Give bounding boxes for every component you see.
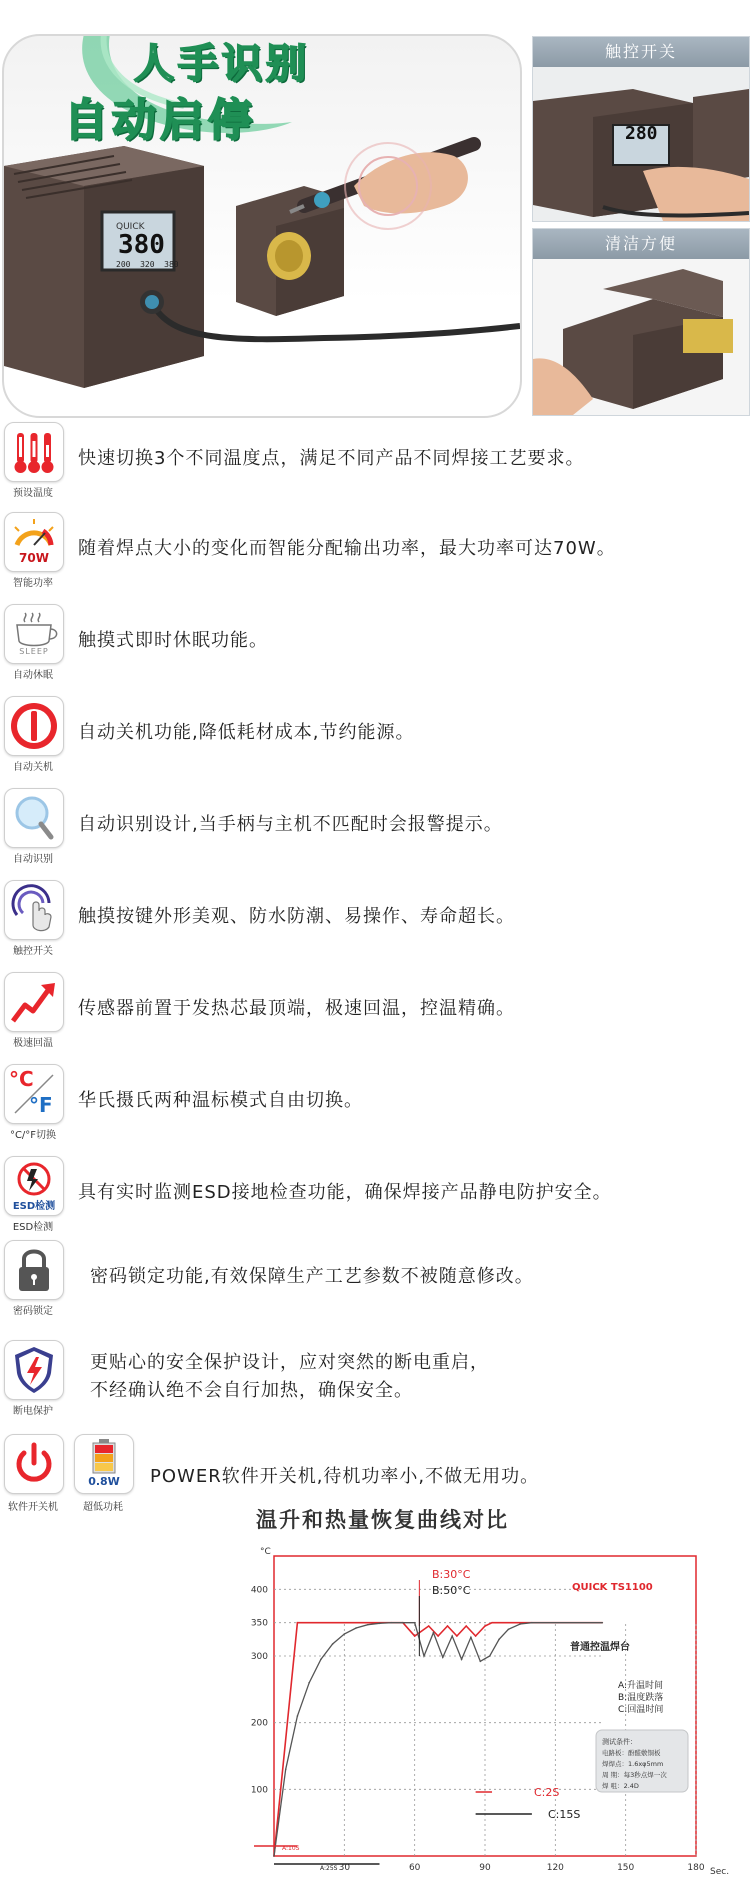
feature-icon-box xyxy=(4,1156,64,1216)
annot-b1: B:30°C xyxy=(432,1568,471,1581)
y-tick-label: 100 xyxy=(250,1785,268,1796)
series-point xyxy=(447,1625,449,1627)
series-point xyxy=(601,1622,603,1624)
feature-text: 触摸式即时休眠功能。 xyxy=(78,630,268,651)
series-point xyxy=(285,1769,287,1771)
legend-a: A:升温时间 xyxy=(618,1681,664,1691)
feature-text: 密码锁定功能,有效保障生产工艺参数不被随意修改。 xyxy=(90,1266,534,1287)
y-tick-label: 400 xyxy=(250,1585,268,1596)
series-point xyxy=(390,1622,392,1624)
test-line2: 焊焊点：1.6xφ5mm xyxy=(602,1760,664,1768)
y-tick-label: 300 xyxy=(250,1652,268,1662)
series-point xyxy=(470,1637,472,1639)
feature-icon-box xyxy=(4,512,64,572)
panel-display: 280 xyxy=(625,123,658,144)
series-point xyxy=(465,1625,467,1627)
feature-label: 自动休眠 xyxy=(13,670,53,681)
panel-touch-switch xyxy=(532,36,750,222)
test-line4: 焊 咀：2.4D xyxy=(602,1782,639,1790)
series-point xyxy=(498,1639,500,1641)
series-point xyxy=(484,1625,486,1627)
series-point xyxy=(414,1622,416,1624)
series-point xyxy=(297,1715,299,1717)
y-axis-unit: °C xyxy=(260,1547,271,1557)
series-point xyxy=(519,1623,521,1625)
series-point xyxy=(414,1635,416,1637)
series-point xyxy=(489,1655,491,1657)
feature-text: 具有实时监测ESD接地检查功能，确保焊接产品静电防护安全。 xyxy=(78,1182,612,1203)
station-display: 380 xyxy=(118,230,165,260)
power-gauge-value: 70W xyxy=(19,551,49,565)
series-point xyxy=(442,1657,444,1659)
celsius-symbol: °C xyxy=(9,1067,34,1091)
feature-label: 预设温度 xyxy=(13,488,53,499)
touch-switch-photo xyxy=(533,67,749,221)
series-point xyxy=(508,1629,510,1631)
series-point xyxy=(491,1622,493,1624)
series-point xyxy=(480,1661,482,1663)
x-tick-label: 60 xyxy=(408,1863,421,1873)
feature-label: °C/°F切换 xyxy=(9,1130,57,1141)
annot-c1: C:2S xyxy=(534,1786,560,1799)
series-label-normal: 普通控温焊台 xyxy=(570,1642,630,1653)
brand-logo: QUICK xyxy=(116,222,145,232)
annot-b2: B:50°C xyxy=(432,1584,471,1597)
feature-icon-box xyxy=(4,696,64,756)
easy-clean-photo xyxy=(533,259,749,415)
feature-icon-box xyxy=(4,422,64,482)
annot-a1: A:10S xyxy=(282,1845,300,1852)
x-tick-label: 30 xyxy=(338,1863,351,1873)
rising-arrow-icon xyxy=(5,973,63,1031)
thermometer-icon xyxy=(5,423,63,481)
x-tick-label: 180 xyxy=(687,1863,705,1873)
recovery-curve-chart xyxy=(230,1540,750,1876)
feature-text: 触摸按键外形美观、防水防潮、易操作、寿命超长。 xyxy=(78,906,515,927)
series-point xyxy=(355,1627,357,1629)
feature-icon-box xyxy=(4,880,64,940)
feature-icon-box xyxy=(4,972,64,1032)
series-label-quick: QUICK TS1100 xyxy=(572,1582,653,1593)
series-point xyxy=(433,1632,435,1634)
feature-label: 自动关机 xyxy=(13,762,53,773)
panel-title: 清洁方便 xyxy=(533,229,749,259)
feature-label: 自动识别 xyxy=(13,854,53,865)
series-point xyxy=(332,1643,334,1645)
soldering-station xyxy=(4,126,520,416)
feature-label: 超低功耗 xyxy=(83,1502,123,1513)
hero-title-line1: 人手识别 xyxy=(134,41,310,87)
feature-text-line2: 不经确认绝不会自行加热，确保安全。 xyxy=(90,1380,413,1401)
y-tick-label: 350 xyxy=(250,1618,268,1629)
feature-text: 自动识别设计,当手柄与主机不匹配时会报警提示。 xyxy=(78,814,503,835)
series-point xyxy=(475,1635,477,1637)
feature-text: 自动关机功能,降低耗材成本,节约能源。 xyxy=(78,722,415,743)
chart-title: 温升和热量恢复曲线对比 xyxy=(256,1508,509,1532)
touch-icon xyxy=(5,881,63,939)
power-off-icon xyxy=(5,697,63,755)
sleep-icon-label: SLEEP xyxy=(19,647,49,656)
series-point xyxy=(402,1622,404,1624)
battery-icon-label: 0.8W xyxy=(88,1475,120,1488)
feature-label: 智能功率 xyxy=(13,578,53,589)
series-point xyxy=(344,1633,346,1635)
series-point xyxy=(423,1655,425,1657)
series-point xyxy=(273,1855,275,1857)
series-point xyxy=(531,1622,533,1624)
feature-text: 随着焊点大小的变化而智能分配输出功率，最大功率可达70W。 xyxy=(78,538,616,559)
feature-text: 华氏摄氏两种温标模式自由切换。 xyxy=(78,1090,363,1111)
series-point xyxy=(379,1623,381,1625)
magnifier-icon xyxy=(5,789,63,847)
panel-title: 触控开关 xyxy=(533,37,749,67)
fahrenheit-symbol: °F xyxy=(29,1093,53,1117)
feature-label: 触控开关 xyxy=(13,946,53,957)
touch-ring-decoration xyxy=(344,142,432,230)
test-line1: 电路板：酚醛敷铜板 xyxy=(602,1749,661,1757)
annot-a2: A:25S xyxy=(320,1865,338,1872)
panel-easy-clean xyxy=(532,228,750,416)
feature-icon-box xyxy=(4,788,64,848)
feature-label: 断电保护 xyxy=(13,1406,53,1417)
feature-icon-box xyxy=(4,604,64,664)
series-point xyxy=(367,1624,369,1626)
series-point xyxy=(428,1625,430,1627)
feature-text: 快速切换3个不同温度点，满足不同产品不同焊接工艺要求。 xyxy=(78,448,585,469)
test-line3: 周 期：每3秒点焊一次 xyxy=(602,1771,667,1779)
feature-icon-box xyxy=(4,1240,64,1300)
legend-c: C:回温时间 xyxy=(618,1705,664,1715)
feature-icon-box xyxy=(4,1434,64,1494)
feature-label: 极速回温 xyxy=(13,1038,53,1049)
y-tick-label: 200 xyxy=(250,1718,268,1729)
test-title: 测试条件： xyxy=(602,1738,637,1746)
series-point xyxy=(297,1622,299,1624)
feature-text: 传感器前置于发热芯最顶端，极速回温，控温精确。 xyxy=(78,998,515,1019)
legend-b: B:温度跌落 xyxy=(618,1693,664,1703)
feature-label: ESD检测 xyxy=(12,1222,54,1233)
series-point xyxy=(451,1635,453,1637)
feature-text-line1: 更贴心的安全保护设计，应对突然的断电重启， xyxy=(90,1352,489,1373)
hero-image xyxy=(2,34,522,418)
series-point xyxy=(456,1635,458,1637)
x-tick-label: 150 xyxy=(617,1863,635,1873)
x-tick-label: 120 xyxy=(546,1863,564,1873)
series-point xyxy=(308,1682,310,1684)
x-tick-label: 90 xyxy=(479,1863,491,1873)
power-button-icon xyxy=(5,1435,63,1493)
lock-icon xyxy=(5,1241,63,1299)
series-point xyxy=(320,1659,322,1661)
series-point xyxy=(461,1659,463,1661)
feature-icon-box xyxy=(74,1434,134,1494)
feature-text: POWER软件开关机,待机功率小,不做无用功。 xyxy=(150,1466,540,1487)
x-axis-unit: Sec. xyxy=(710,1867,730,1876)
feature-icon-box xyxy=(4,1064,64,1124)
feature-label: 密码锁定 xyxy=(13,1306,53,1317)
annot-c2: C:15S xyxy=(548,1808,581,1821)
station-display-presets: 200 320 380 xyxy=(116,260,179,269)
feature-label: 软件开关机 xyxy=(8,1502,58,1513)
esd-icon-label: ESD检测 xyxy=(12,1201,56,1212)
feature-icon-box xyxy=(4,1340,64,1400)
series-point xyxy=(437,1635,439,1637)
shield-icon xyxy=(5,1341,63,1399)
hero-title-line2: 自动启停 xyxy=(64,95,256,146)
